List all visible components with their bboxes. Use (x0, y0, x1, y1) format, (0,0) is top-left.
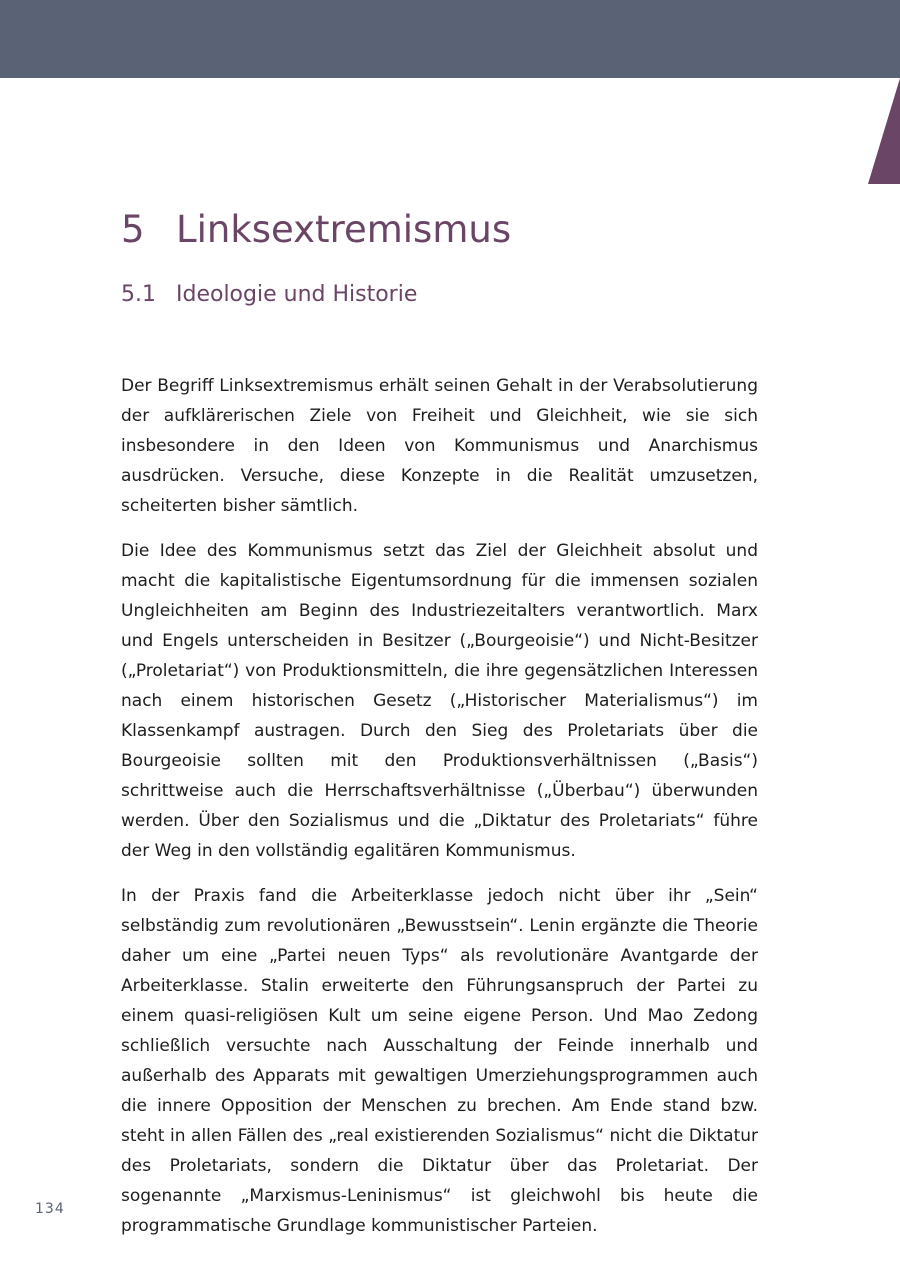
corner-accent-shape (868, 78, 900, 184)
header-bar (0, 0, 900, 78)
chapter-number: 5 (121, 208, 145, 251)
paragraph: In der Praxis fand die Arbeiterklasse jedoch nicht über ihr „Sein“ selbständig zum revolutionären „Bewusstsein“. Lenin ergänzte die Theorie daher um eine „Partei neuen Typs“ als revolutionäre Avantgarde der Arbeiterklasse. Stalin erweiterte den Führungsanspruch der Partei zu einem quasi-religiösen Kult um seine eigene Person. Und Mao Zedong schließlich versuchte nach Ausschaltung der Feinde innerhalb und außerhalb des Apparats mit gewaltigen Umerziehungsprogrammen auch die innere Opposition der Menschen zu brechen. Am Ende stand bzw. steht in allen Fällen des „real existierenden Sozialismus“ nicht die Diktatur des Proletariats, sondern die Diktatur über das Proletariat. Der sogenannte „Marxismus-Leninismus“ ist gleichwohl bis heute die programmatische Grundlage kommunistischer Parteien. (121, 886, 758, 1236)
paragraph: Die Idee des Kommunismus setzt das Ziel der Gleichheit absolut und macht die kapitalistische Eigentumsordnung für die immensen sozialen Ungleichheiten am Beginn des Industriezeitalters verantwortlich. Marx und Engels unterscheiden in Besitzer („Bourgeoisie“) und Nicht-Besitzer („Proletariat“) von Produktionsmitteln, die ihre gegensätzlichen Interessen nach einem historischen Gesetz („Historischer Materialismus“) im Klassenkampf austragen. Durch den Sieg des Proletariats über die Bourgeoisie sollten mit den Produktionsverhältnissen („Basis“) schrittweise auch die Herrschaftsverhältnisse („Überbau“) überwunden werden. Über den Sozialismus und die „Diktatur des Proletariats“ führe der Weg in den vollständig egalitären Kommunismus. (121, 541, 758, 861)
corner-accent-triangle (868, 78, 900, 184)
body-text (121, 371, 758, 1256)
section-title-text: Ideologie und Historie (176, 282, 418, 307)
page-number: 134 (35, 1201, 65, 1217)
paragraph: Der Begriff Linksextremismus erhält seinen Gehalt in der Verabsolutierung der aufklärerischen Ziele von Freiheit und Gleichheit, wie sie sich insbesondere in den Ideen von Kommunismus und Anarchismus ausdrücken. Versuche, diese Konzepte in die Realität umzusetzen, scheiterten bisher sämtlich. (121, 376, 758, 516)
chapter-title (121, 202, 511, 258)
section-title (121, 279, 417, 311)
chapter-title-text: Linksextremismus (176, 208, 512, 251)
section-number: 5.1 (121, 282, 156, 307)
